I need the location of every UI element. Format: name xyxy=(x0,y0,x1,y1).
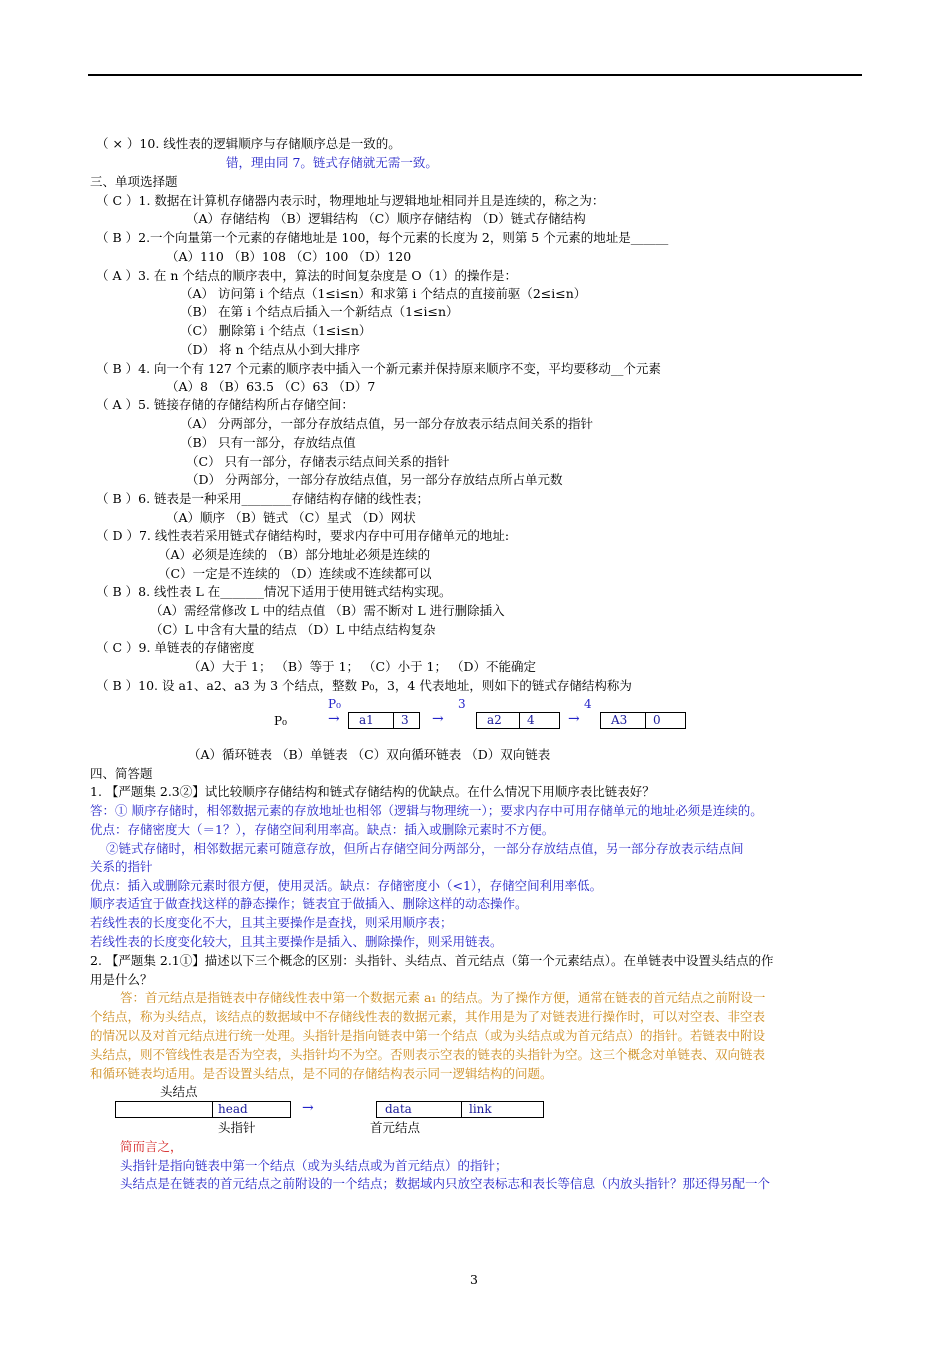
answer-line: 顺序表适宜于做查找这样的静态操作；链表宜于做插入、删除这样的动态操作。 xyxy=(90,896,528,911)
node-next: 0 xyxy=(653,713,661,727)
question-line: （ B ）10. 设 a1、a2、a3 为 3 个结点，整数 P₀，3，4 代表地址，则如下的链式存储结构称为 xyxy=(96,678,632,693)
node-divider xyxy=(212,1102,213,1117)
question-line: （ D ）7. 线性表若采用链式存储结构时，要求内存中可用存储单元的地址: xyxy=(96,528,510,543)
node-divider xyxy=(645,713,646,728)
option-line: （A）循环链表 （B）单链表 （C）双向循环链表 （D）双向链表 xyxy=(188,747,551,762)
question-line: （ C ）9. 单链表的存储密度 xyxy=(96,640,255,655)
node-divider xyxy=(461,1102,462,1117)
summary-line: 头结点是在链表的首元结点之前附设的一个结点；数据域内只放空表标志和表长等信息（内放头指针？那还得另配一个 xyxy=(120,1176,771,1191)
option-line: （A）大于 1； （B）等于 1； （C）小于 1； （D）不能确定 xyxy=(188,659,536,674)
option-line: （A）110 （B）108 （C）100 （D）120 xyxy=(166,249,412,264)
question-line: （ B ）2.一个向量第一个元素的存储地址是 100，每个元素的长度为 2，则第 5 个元素的地址是______ xyxy=(96,230,669,245)
head-pointer-caption: 头指针 xyxy=(218,1120,256,1135)
arrow-icon: → xyxy=(302,1100,314,1116)
answer-line: ②链式存储时，相邻数据元素可随意存放，但所占存储空间分两部分，一部分存放结点值，另一部分存放表示结点间 xyxy=(106,841,744,856)
option-line: （A）8 （B）63.5 （C）63 （D）7 xyxy=(166,379,376,394)
section-heading: 三、单项选择题 xyxy=(90,174,178,189)
data-field: data xyxy=(385,1102,412,1116)
text-line: 错，理由同 7。链式存储就无需一致。 xyxy=(226,155,438,170)
question-line: （ C ）1. 数据在计算机存储器内表示时，物理地址与逻辑地址相同并且是连续的，称之为： xyxy=(96,193,605,208)
question-line: （ B ）8. 线性表 L 在_______情况下适用于使用链式结构实现。 xyxy=(96,584,452,599)
node-a3 xyxy=(600,712,686,729)
option-line: （C）一定是不连续的 （D）连续或不连续都可以 xyxy=(158,566,432,581)
p0-top-label: P₀ xyxy=(328,697,341,711)
first-node-caption: 首元结点 xyxy=(370,1120,421,1135)
option-line: （D） 将 n 个结点从小到大排序 xyxy=(180,342,360,357)
option-line: （C） 只有一部分，存储表示结点间关系的指针 xyxy=(186,454,450,469)
node-next: 3 xyxy=(401,713,409,727)
head-field: head xyxy=(218,1102,248,1116)
node-divider xyxy=(393,713,394,728)
question-line: （ A ）3. 在 n 个结点的顺序表中，算法的时间复杂度是 O（1）的操作是： xyxy=(96,268,518,283)
node-a2 xyxy=(476,712,560,729)
option-line: （B） 只有一部分，存放结点值 xyxy=(180,435,356,450)
node-a1 xyxy=(348,712,420,729)
question-line: （ B ）6. 链表是一种采用________存储结构存储的线性表； xyxy=(96,491,430,506)
text-line: （ × ）10. 线性表的逻辑顺序与存储顺序总是一致的。 xyxy=(96,136,401,151)
node-data: a2 xyxy=(487,713,502,727)
node-data: A3 xyxy=(611,713,628,727)
summary-line: 简而言之， xyxy=(120,1139,183,1154)
node-next: 4 xyxy=(527,713,535,727)
arrow-icon: → xyxy=(432,711,444,727)
question-line: 2. 【严题集 2.1①】描述以下三个概念的区别：头指针、头结点、首元结点（第一个元素结点）。在单链表中设置头结点的作 xyxy=(90,953,774,968)
answer-line: 优点：存储密度大（＝1？），存储空间利用率高。缺点：插入或删除元素时不方便。 xyxy=(90,822,555,837)
page-number: 3 xyxy=(470,1272,478,1287)
question-line: 1. 【严题集 2.3②】试比较顺序存储结构和链式存储结构的优缺点。在什么情况下用顺序表比链表好？ xyxy=(90,784,655,799)
answer-line: 头结点，则不管线性表是否为空表，头指针均不为空。否则表示空表的链表的头指针为空。这三个概念对单链表、双向链表 xyxy=(90,1047,766,1062)
answer-line: 的情况以及对首元结点进行统一处理。头指针是指向链表中第一个结点（或为头结点或为首元结点）的指针。若链表中附设 xyxy=(90,1028,766,1043)
answer-line: 和循环链表均适用。是否设置头结点，是不同的存储结构表示同一逻辑结构的问题。 xyxy=(90,1066,553,1081)
option-line: （D） 分两部分，一部分存放结点值，另一部分存放结点所占单元数 xyxy=(186,472,563,487)
head-node-box xyxy=(115,1101,291,1118)
question-line: 用是什么？ xyxy=(90,972,153,987)
option-line: （A）需经常修改 L 中的结点值 （B）需不断对 L 进行删除插入 xyxy=(150,603,505,618)
link-field: link xyxy=(469,1102,492,1116)
answer-line: 若线性表的长度变化不大，且其主要操作是查找，则采用顺序表； xyxy=(90,915,453,930)
option-line: （A） 分两部分，一部分存放结点值，另一部分存放表示结点间关系的指针 xyxy=(180,416,594,431)
option-line: （A） 访问第 i 个结点（1≤i≤n）和求第 i 个结点的直接前驱（2≤i≤n） xyxy=(180,286,587,301)
answer-line: 若线性表的长度变化较大，且其主要操作是插入、删除操作，则采用链表。 xyxy=(90,934,503,949)
option-line: （A）存储结构 （B）逻辑结构 （C）顺序存储结构 （D）链式存储结构 xyxy=(186,211,586,226)
first-node-box xyxy=(376,1101,544,1118)
head-node-caption: 头结点 xyxy=(160,1084,198,1099)
addr-3-label: 3 xyxy=(458,697,466,711)
answer-line: 关系的指针 xyxy=(90,859,153,874)
summary-line: 头指针是指向链表中第一个结点（或为头结点或为首元结点）的指针； xyxy=(120,1158,508,1173)
answer-line: 答：① 顺序存储时，相邻数据元素的存放地址也相邻（逻辑与物理统一）；要求内存中可用存储单元的地址必须是连续的。 xyxy=(90,803,763,818)
node-data: a1 xyxy=(359,713,374,727)
section-heading: 四、简答题 xyxy=(90,766,153,781)
header-rule xyxy=(88,74,862,76)
option-line: （A）顺序 （B）链式 （C）星式 （D）网状 xyxy=(166,510,416,525)
arrow-icon: → xyxy=(328,711,340,727)
option-line: （B） 在第 i 个结点后插入一个新结点（1≤i≤n） xyxy=(180,304,459,319)
arrow-icon: → xyxy=(568,711,580,727)
question-line: （ A ）5. 链接存储的存储结构所占存储空间： xyxy=(96,397,354,412)
option-line: （C） 删除第 i 个结点（1≤i≤n） xyxy=(180,323,372,338)
option-line: （C）L 中含有大量的结点 （D）L 中结点结构复杂 xyxy=(150,622,436,637)
answer-line: 答：首元结点是指链表中存储线性表中第一个数据元素 a₁ 的结点。为了操作方便，通常在链表的首元结点之前附设一 xyxy=(120,990,766,1005)
answer-line: 优点：插入或删除元素时很方便，使用灵活。缺点：存储密度小（<1），存储空间利用率低。 xyxy=(90,878,603,893)
addr-4-label: 4 xyxy=(584,697,592,711)
question-line: （ B ）4. 向一个有 127 个元素的顺序表中插入一个新元素并保持原来顺序不变，平均要移动__个元素 xyxy=(96,361,661,376)
node-divider xyxy=(519,713,520,728)
answer-line: 个结点，称为头结点，该结点的数据域中不存储线性表的数据元素，其作用是为了对链表进行操作时，可以对空表、非空表 xyxy=(90,1009,766,1024)
p0-pointer-label: P₀ xyxy=(274,714,287,728)
option-line: （A）必须是连续的 （B）部分地址必须是连续的 xyxy=(158,547,431,562)
